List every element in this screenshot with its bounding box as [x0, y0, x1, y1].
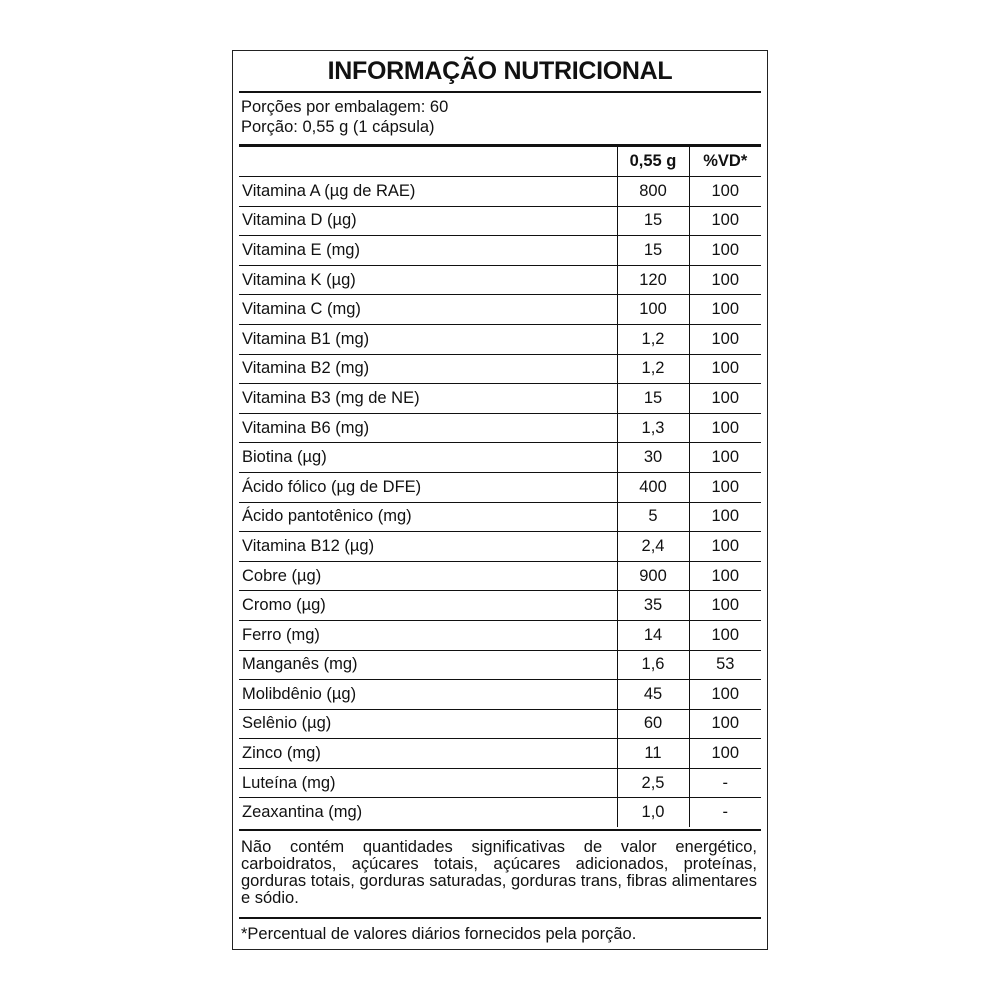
table-row	[239, 709, 761, 739]
table-row	[239, 650, 761, 680]
table-row	[239, 472, 761, 502]
nutrient-amount: 100	[617, 295, 689, 325]
title-rule	[239, 91, 761, 93]
nutrient-name: Zinco (mg)	[239, 739, 617, 769]
asterisk-rule	[239, 917, 761, 919]
nutrient-daily-value: 100	[689, 384, 761, 414]
servings-per-package: Porções por embalagem: 60	[241, 98, 449, 116]
nutrient-daily-value: 100	[689, 206, 761, 236]
nutrient-daily-value: 100	[689, 443, 761, 473]
nutrient-name: Vitamina C (mg)	[239, 295, 617, 325]
nutrient-amount: 1,6	[617, 650, 689, 680]
header-nutrient	[239, 147, 617, 177]
table-row	[239, 532, 761, 562]
table-row	[239, 354, 761, 384]
nutrient-amount: 45	[617, 680, 689, 710]
nutrient-daily-value: 100	[689, 177, 761, 207]
nutrient-name: Manganês (mg)	[239, 650, 617, 680]
portion-size: Porção: 0,55 g (1 cápsula)	[241, 118, 435, 136]
nutrient-daily-value: 100	[689, 413, 761, 443]
nutrient-name: Vitamina B3 (mg de NE)	[239, 384, 617, 414]
footnote-rule	[239, 829, 761, 831]
nutrient-name: Vitamina B1 (mg)	[239, 324, 617, 354]
nutrient-name: Vitamina D (µg)	[239, 206, 617, 236]
header-daily-value: %VD*	[689, 147, 761, 177]
nutrient-name: Vitamina B2 (mg)	[239, 354, 617, 384]
nutrient-name: Ferro (mg)	[239, 620, 617, 650]
nutrient-daily-value: 100	[689, 502, 761, 532]
nutrient-daily-value: 100	[689, 265, 761, 295]
nutrient-daily-value: 100	[689, 354, 761, 384]
nutrient-amount: 15	[617, 236, 689, 266]
nutrient-daily-value: 100	[689, 739, 761, 769]
nutrient-amount: 14	[617, 620, 689, 650]
nutrient-amount: 1,3	[617, 413, 689, 443]
nutrient-amount: 30	[617, 443, 689, 473]
nutrient-daily-value: 100	[689, 236, 761, 266]
nutrient-daily-value: 100	[689, 591, 761, 621]
nutrition-facts-label	[232, 50, 768, 950]
nutrient-amount: 120	[617, 265, 689, 295]
nutrient-amount: 900	[617, 561, 689, 591]
nutrient-daily-value: -	[689, 768, 761, 798]
nutrient-name: Molibdênio (µg)	[239, 680, 617, 710]
header-portion: 0,55 g	[617, 147, 689, 177]
table-row	[239, 620, 761, 650]
table-row	[239, 206, 761, 236]
table-row	[239, 561, 761, 591]
nutrient-amount: 15	[617, 206, 689, 236]
nutrient-amount: 15	[617, 384, 689, 414]
nutrient-amount: 400	[617, 472, 689, 502]
nutrient-daily-value: 100	[689, 324, 761, 354]
nutrient-name: Selênio (µg)	[239, 709, 617, 739]
nutrient-daily-value: 100	[689, 709, 761, 739]
nutrient-name: Vitamina A (µg de RAE)	[239, 177, 617, 207]
nutrient-daily-value: 100	[689, 680, 761, 710]
table-row	[239, 324, 761, 354]
nutrient-amount: 11	[617, 739, 689, 769]
nutrient-name: Vitamina E (mg)	[239, 236, 617, 266]
footnote-text: Não contém quantidades significativas de valor energético, carboidratos, açúcares totais, açúcares adicionados, proteínas, gorduras totais, gorduras saturadas, gorduras trans, fibras alimentares e sódio.	[241, 838, 757, 907]
nutrient-daily-value: 100	[689, 472, 761, 502]
table-row	[239, 443, 761, 473]
nutrient-amount: 5	[617, 502, 689, 532]
nutrient-name: Zeaxantina (mg)	[242, 803, 363, 822]
table-row	[239, 177, 761, 207]
label-title: INFORMAÇÃO NUTRICIONAL	[327, 57, 673, 85]
daily-value-note: *Percentual de valores diários fornecidos pela porção.	[241, 925, 637, 943]
nutrient-daily-value: 100	[689, 620, 761, 650]
nutrient-name: Luteína (mg)	[239, 768, 617, 798]
serving-info	[241, 97, 448, 137]
table-row	[239, 295, 761, 325]
nutrient-amount: 2,4	[617, 532, 689, 562]
table-row	[239, 502, 761, 532]
table-row	[239, 798, 761, 827]
nutrient-amount: 800	[617, 177, 689, 207]
nutrient-daily-value: -	[689, 798, 761, 827]
nutrient-daily-value: 100	[689, 561, 761, 591]
nutrient-name: Cobre (µg)	[239, 561, 617, 591]
nutrient-name: Ácido pantotênico (mg)	[239, 502, 617, 532]
nutrient-name: Ácido fólico (µg de DFE)	[239, 472, 617, 502]
nutrient-name: Vitamina B6 (mg)	[239, 413, 617, 443]
nutrient-amount: 1,2	[617, 324, 689, 354]
nutrient-daily-value: 53	[689, 650, 761, 680]
nutrient-table	[239, 147, 761, 827]
nutrient-amount: 35	[617, 591, 689, 621]
table-row	[239, 591, 761, 621]
nutrient-amount: 1,0	[617, 798, 689, 827]
table-row	[239, 739, 761, 769]
table-row	[239, 680, 761, 710]
nutrient-daily-value: 100	[689, 532, 761, 562]
nutrient-name: Vitamina K (µg)	[239, 265, 617, 295]
table-header-row	[239, 147, 761, 177]
table-row	[239, 265, 761, 295]
nutrient-name: Cromo (µg)	[239, 591, 617, 621]
table-row	[239, 236, 761, 266]
nutrient-name: Biotina (µg)	[239, 443, 617, 473]
nutrient-name: Vitamina B12 (µg)	[239, 532, 617, 562]
nutrient-daily-value: 100	[689, 295, 761, 325]
nutrient-amount: 60	[617, 709, 689, 739]
table-row	[239, 413, 761, 443]
nutrient-amount: 2,5	[617, 768, 689, 798]
table-row	[239, 384, 761, 414]
table-row	[239, 768, 761, 798]
nutrient-amount: 1,2	[617, 354, 689, 384]
